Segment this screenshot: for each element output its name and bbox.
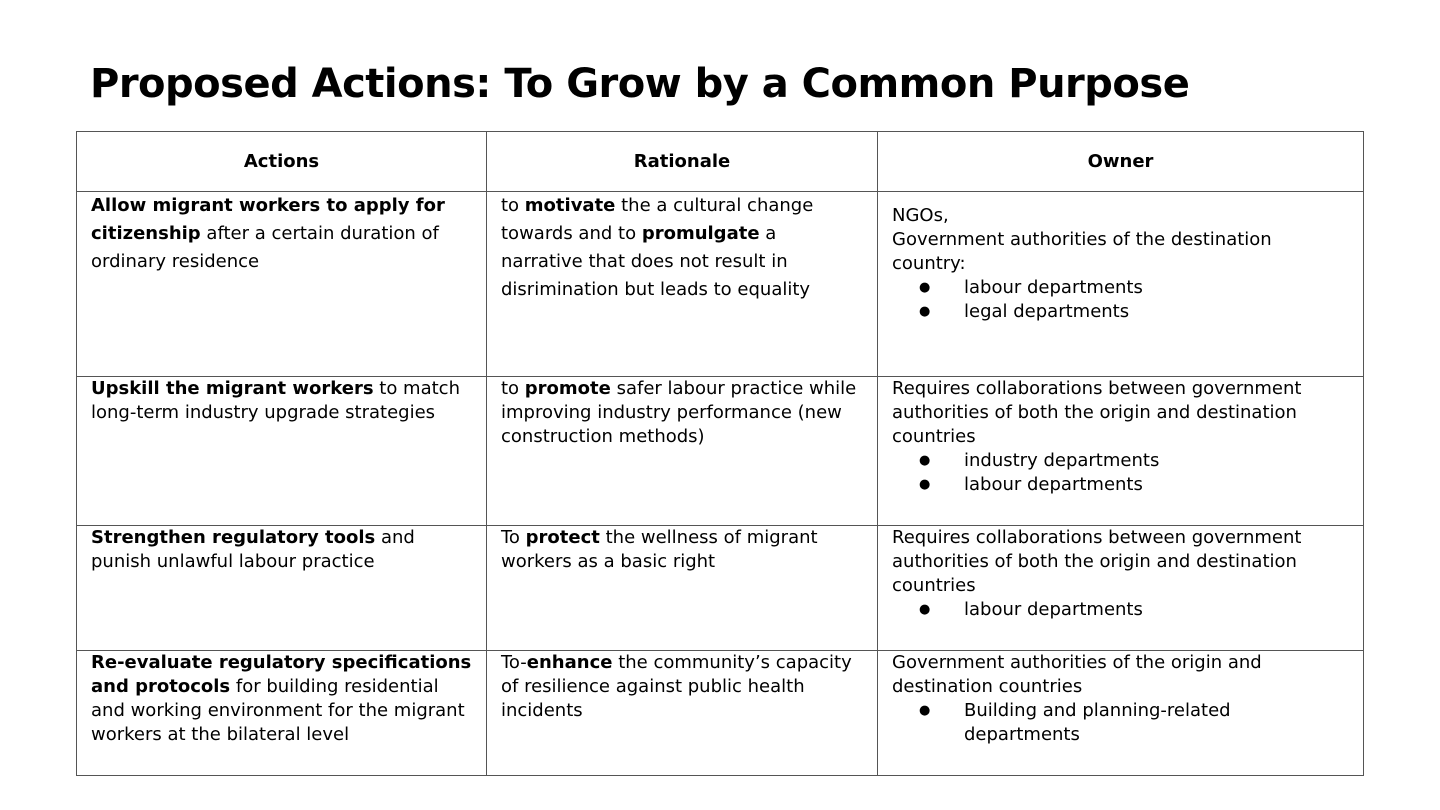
rationale-cell: [487, 651, 878, 776]
action-emphasis: Upskill the migrant workers: [91, 378, 374, 399]
rationale-cell: [487, 377, 878, 526]
column-header-owner: Owner: [878, 132, 1364, 192]
table-row: [77, 192, 1364, 377]
action-cell: [77, 526, 487, 651]
action-emphasis: Allow migrant workers to apply for citizenship: [91, 195, 445, 244]
list-item: ● legal departments: [964, 300, 1349, 324]
list-item: ● labour departments: [964, 473, 1349, 497]
action-text: for building residential and working environment for the migrant workers at the bilateral level: [91, 676, 465, 745]
action-cell: [77, 192, 487, 377]
rationale-text: To-: [501, 652, 527, 673]
rationale-text: the community’s capacity of resilience against public health incidents: [501, 652, 852, 721]
rationale-text: a narrative that does not result in disrimination but leads to equality: [501, 223, 811, 300]
owner-list: [892, 276, 1349, 324]
owner-list: [892, 699, 1349, 747]
rationale-emphasis: promulgate: [641, 223, 760, 244]
table-header-row: [77, 132, 1364, 192]
list-item: ● labour departments: [964, 276, 1349, 300]
column-header-actions: Actions: [77, 132, 487, 192]
rationale-emphasis: motivate: [524, 195, 616, 216]
table-row: [77, 377, 1364, 526]
owner-text: Requires collaborations between government authorities of both the origin and destination countries: [892, 378, 1302, 447]
list-item: ● labour departments: [964, 598, 1349, 622]
owner-list: [892, 449, 1349, 497]
owner-list: [892, 598, 1349, 622]
rationale-text: the wellness of migrant workers as a basic right: [501, 527, 818, 572]
action-text: and punish unlawful labour practice: [91, 527, 415, 572]
rationale-text: to: [501, 195, 525, 216]
actions-table: [76, 131, 1364, 776]
owner-text: Requires collaborations between government authorities of both the origin and destination countries: [892, 527, 1302, 596]
action-emphasis: Strengthen regulatory tools: [91, 527, 376, 548]
owner-cell: [878, 377, 1364, 526]
table-row: [77, 651, 1364, 776]
action-text: to match long-term industry upgrade strategies: [91, 378, 460, 423]
rationale-cell: [487, 526, 878, 651]
column-header-rationale: Rationale: [487, 132, 878, 192]
rationale-cell: [487, 192, 878, 377]
owner-text: NGOs,: [892, 205, 949, 226]
action-cell: [77, 377, 487, 526]
rationale-text: To: [501, 527, 526, 548]
rationale-emphasis: promote: [524, 378, 611, 399]
owner-cell: [878, 651, 1364, 776]
action-emphasis: Re-evaluate regulatory specifications and protocols: [91, 652, 472, 697]
owner-cell: [878, 192, 1364, 377]
action-text: after a certain duration of ordinary residence: [91, 223, 439, 272]
owner-cell: [878, 526, 1364, 651]
page-title: Proposed Actions: To Grow by a Common Purpose: [90, 61, 1190, 107]
action-cell: [77, 651, 487, 776]
rationale-emphasis: protect: [525, 527, 600, 548]
rationale-text: safer labour practice while improving industry performance (new construction methods): [501, 378, 857, 447]
list-item: ● industry departments: [964, 449, 1349, 473]
rationale-text: to: [501, 378, 525, 399]
owner-text: Government authorities of the destination country:: [892, 229, 1272, 274]
rationale-emphasis: enhance: [526, 652, 613, 673]
table-row: [77, 526, 1364, 651]
owner-text: Government authorities of the origin and destination countries: [892, 652, 1262, 697]
list-item: ● Building and planning-related departments: [964, 699, 1349, 747]
rationale-text: the a cultural change towards and to: [501, 195, 814, 244]
